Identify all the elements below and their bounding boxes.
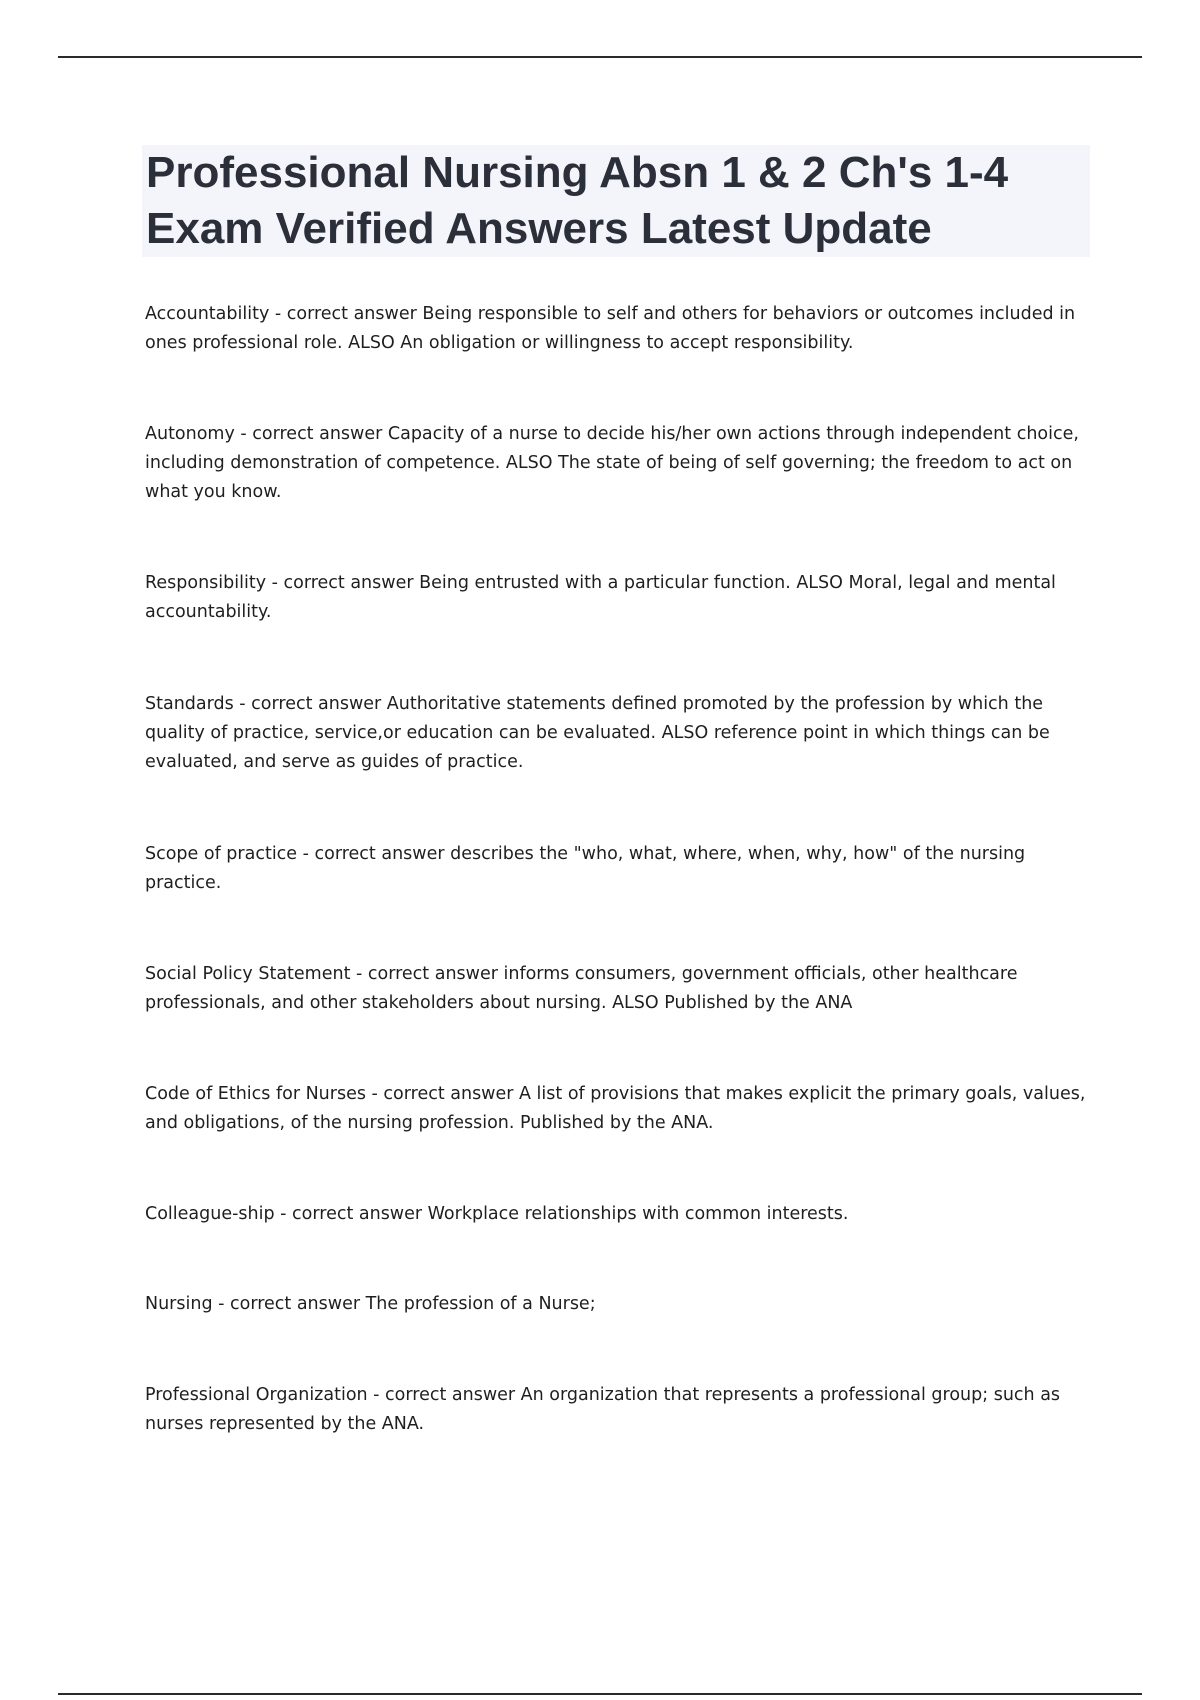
entry-autonomy: Autonomy - correct answer Capacity of a nurse to decide his/her own actions through independent choice, including demonstration of competence. ALSO The state of being of self governing; the freedom to act on what you know. bbox=[145, 424, 1079, 502]
entry-professional-organization: Professional Organization - correct answer An organization that represents a professional group; such as nurses represented by the ANA. bbox=[145, 1385, 1061, 1434]
entry-colleague-ship: Colleague-ship - correct answer Workplace relationships with common interests. bbox=[145, 1204, 849, 1224]
entry-social-policy-statement: Social Policy Statement - correct answer informs consumers, government officials, other healthcare professionals, and other stakeholders about nursing. ALSO Published by the ANA bbox=[145, 964, 1018, 1013]
bottom-divider bbox=[58, 1693, 1142, 1695]
entry-responsibility: Responsibility - correct answer Being entrusted with a particular function. ALSO Moral, legal and mental accountability. bbox=[145, 573, 1056, 622]
entry-nursing: Nursing - correct answer The profession of a Nurse; bbox=[145, 1294, 596, 1314]
entry-code-of-ethics: Code of Ethics for Nurses - correct answer A list of provisions that makes explicit the primary goals, values, and obligations, of the nursing profession. Published by the ANA. bbox=[145, 1084, 1086, 1133]
title-block bbox=[142, 145, 1090, 257]
document-title: Professional Nursing Absn 1 & 2 Ch's 1-4 Exam Verified Answers Latest Update bbox=[146, 148, 1009, 253]
entry-accountability: Accountability - correct answer Being responsible to self and others for behaviors or outcomes included in ones professional role. ALSO An obligation or willingness to accept responsibility. bbox=[145, 304, 1076, 353]
top-divider bbox=[58, 56, 1142, 58]
entry-scope-of-practice: Scope of practice - correct answer describes the "who, what, where, when, why, how" of the nursing practice. bbox=[145, 844, 1026, 893]
entry-standards: Standards - correct answer Authoritative statements defined promoted by the profession by which the quality of practice, service,or education can be evaluated. ALSO reference point in which things can be evaluated, and serve as guides of practice. bbox=[145, 694, 1050, 772]
